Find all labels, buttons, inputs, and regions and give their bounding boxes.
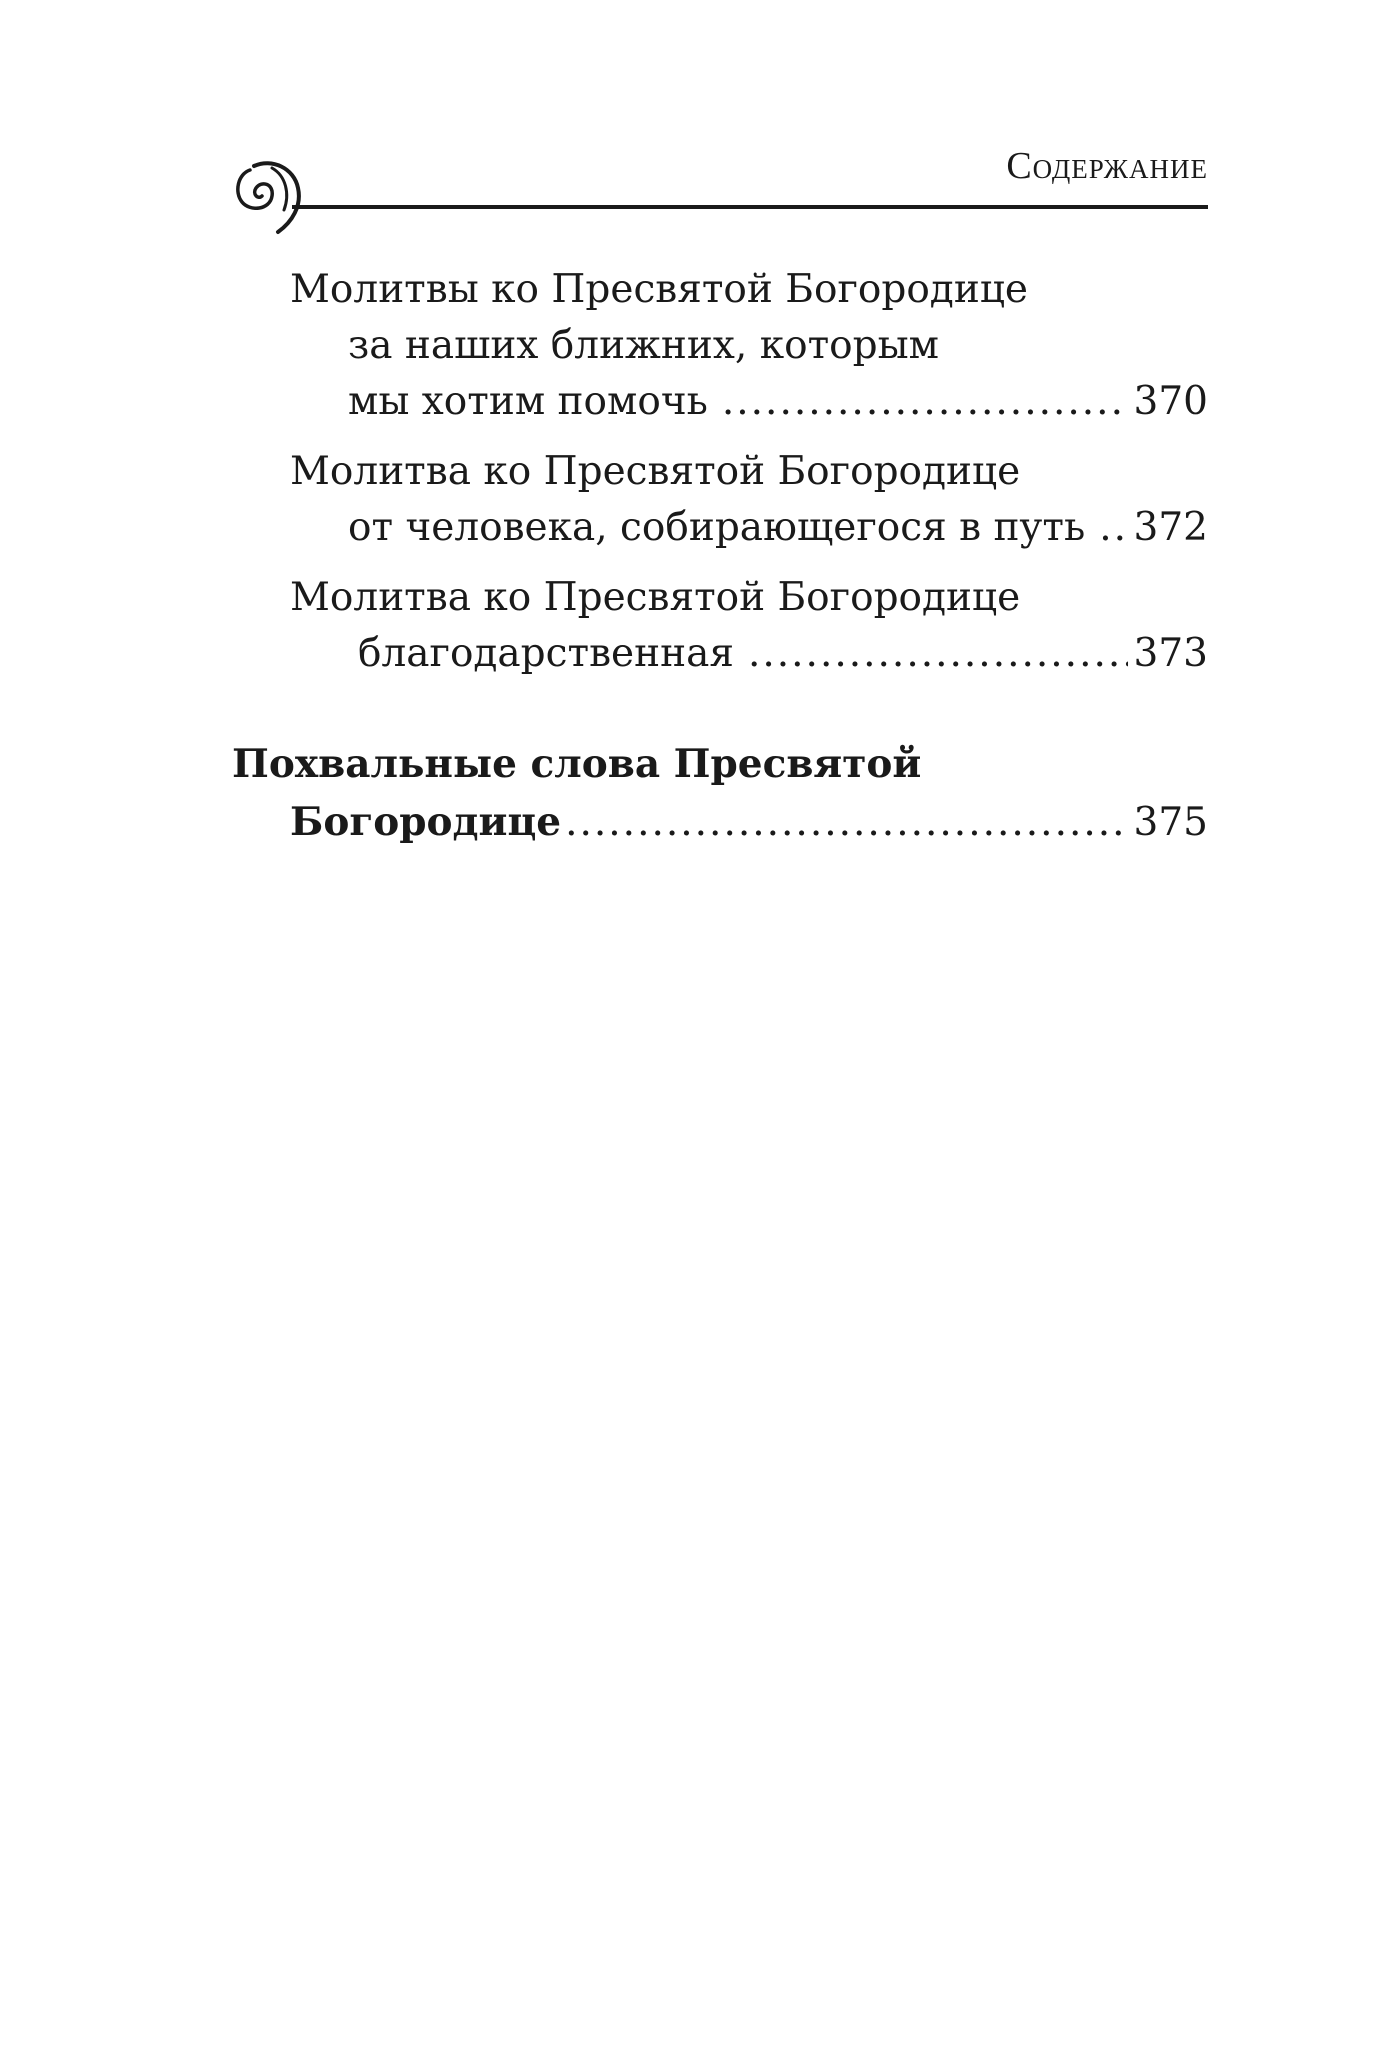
toc-entry-1-title-end: мы хотим помочь <box>348 379 708 424</box>
decorative-flourish-icon <box>232 154 322 244</box>
toc-entry-1-line-2: за наших ближних, которым <box>348 323 939 368</box>
page-header <box>232 140 1208 230</box>
toc-entry-2-page-number: 372 <box>1133 505 1208 550</box>
leader-dots <box>748 626 1128 682</box>
leader-dots <box>565 795 1127 850</box>
toc-entry-2-title-end: от человека, собирающегося в путь <box>348 505 1086 550</box>
toc-entry-3-title-end: благодарственная <box>358 631 734 676</box>
toc-entry-2-line-1: Молитва ко Пресвятой Богородице <box>290 449 1021 494</box>
leader-dots <box>1099 500 1127 556</box>
toc-entry-1-page-number: 370 <box>1133 379 1208 424</box>
toc-section-line-1: Похвальные слова Пресвятой <box>232 741 922 787</box>
leader-dots <box>722 374 1128 430</box>
toc-entry-1-line-3[interactable] <box>348 374 1208 430</box>
toc-section-line-2[interactable] <box>290 794 1208 850</box>
toc-entry-3-line-2[interactable] <box>358 626 1208 682</box>
toc-entry-2-line-2[interactable] <box>348 500 1208 556</box>
toc-section-title-end: Богородице <box>290 799 562 845</box>
running-head: Содержание <box>1006 145 1208 187</box>
toc-entry-1-line-1: Молитвы ко Пресвятой Богородице <box>290 267 1028 312</box>
toc-entry-3-page-number: 373 <box>1133 631 1208 676</box>
toc-section-page-number: 375 <box>1133 800 1208 845</box>
toc-entry-3-line-1: Молитва ко Пресвятой Богородице <box>290 575 1021 620</box>
header-rule <box>292 205 1208 209</box>
